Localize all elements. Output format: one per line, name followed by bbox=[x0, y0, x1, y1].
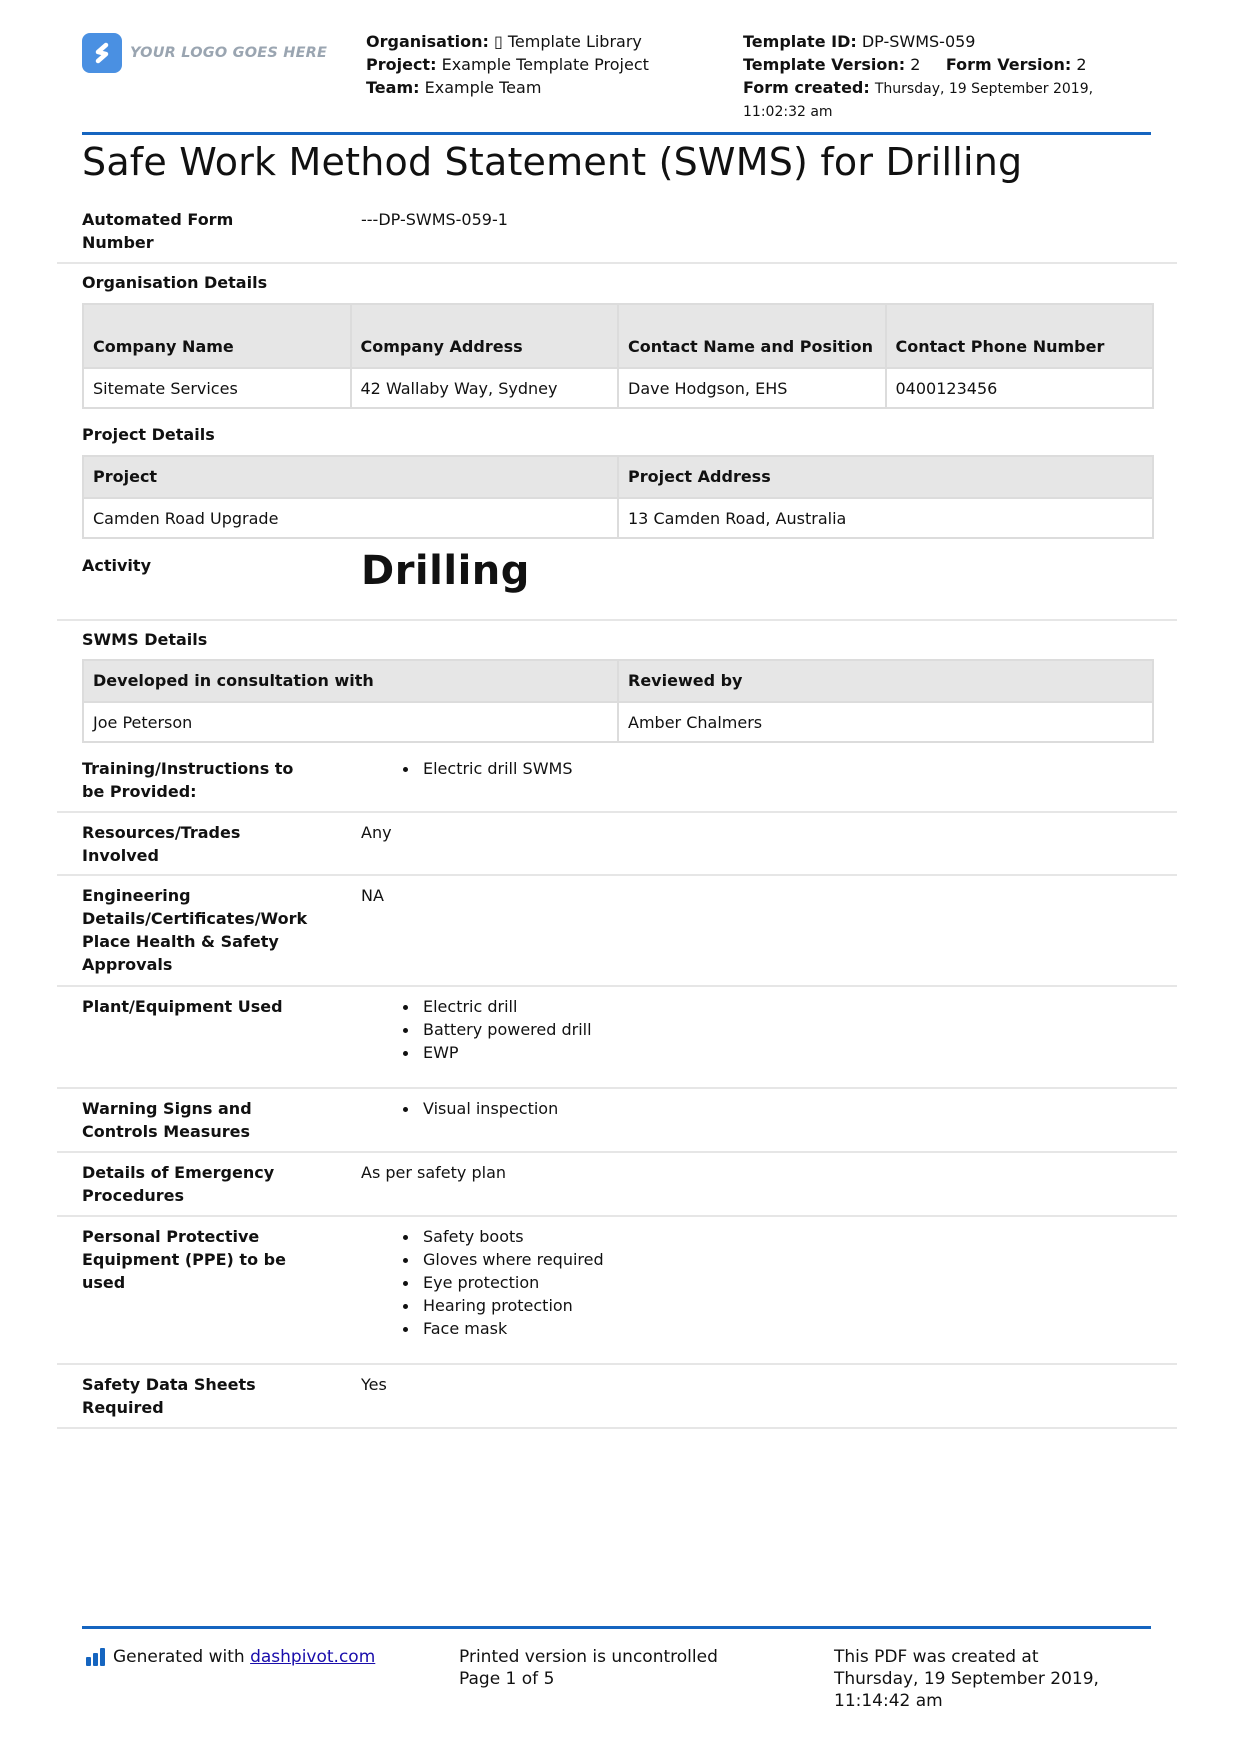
divider bbox=[57, 1363, 1177, 1365]
table-row bbox=[83, 702, 1153, 742]
project-cell: Camden Road Upgrade bbox=[83, 498, 618, 538]
divider bbox=[57, 985, 1177, 987]
warning-label bbox=[82, 1097, 332, 1143]
list-item: Safety boots bbox=[400, 1225, 604, 1248]
list-item: Visual inspection bbox=[400, 1097, 558, 1120]
ppe-label-line3: used bbox=[82, 1273, 126, 1292]
template-id-value: DP-SWMS-059 bbox=[861, 32, 976, 51]
divider bbox=[57, 1215, 1177, 1217]
resources-value: Any bbox=[361, 823, 392, 842]
form-number-label-line1: Automated Form bbox=[82, 210, 234, 229]
pdf-created-line3: 11:14:42 am bbox=[834, 1691, 943, 1711]
divider bbox=[57, 619, 1177, 621]
form-created-time: 11:02:32 am bbox=[743, 104, 833, 120]
column-header: Reviewed by bbox=[618, 660, 1153, 702]
form-number-value: ---DP-SWMS-059-1 bbox=[361, 210, 508, 229]
dashpivot-bars-icon bbox=[85, 1647, 107, 1667]
template-version-value: 2 bbox=[910, 55, 921, 74]
consultation-cell: Joe Peterson bbox=[83, 702, 618, 742]
divider bbox=[57, 874, 1177, 876]
footer-divider bbox=[82, 1626, 1151, 1629]
ppe-list bbox=[400, 1225, 604, 1340]
swms-details-table bbox=[82, 659, 1154, 743]
organisation-details-heading: Organisation Details bbox=[82, 273, 268, 292]
column-header: Contact Phone Number bbox=[886, 304, 1154, 368]
header-organisation-block bbox=[366, 30, 649, 99]
training-list bbox=[400, 757, 572, 780]
plant-list bbox=[400, 995, 592, 1064]
form-number-label-line2: Number bbox=[82, 233, 154, 252]
emergency-label bbox=[82, 1161, 332, 1207]
project-details-heading: Project Details bbox=[82, 425, 215, 444]
template-id-label: Template ID: bbox=[743, 32, 857, 51]
generated-prefix: Generated with bbox=[113, 1647, 245, 1667]
project-label: Project: bbox=[366, 55, 437, 74]
column-header: Contact Name and Position bbox=[618, 304, 886, 368]
dashpivot-link[interactable]: dashpivot.com bbox=[250, 1647, 376, 1667]
printed-note: Printed version is uncontrolled bbox=[459, 1647, 718, 1667]
divider bbox=[57, 262, 1177, 264]
warning-label-line1: Warning Signs and bbox=[82, 1099, 252, 1118]
page-number: Page 1 of 5 bbox=[459, 1669, 555, 1689]
sds-value: Yes bbox=[361, 1375, 387, 1394]
swms-details-heading: SWMS Details bbox=[82, 630, 208, 649]
divider bbox=[57, 1151, 1177, 1153]
list-item: Hearing protection bbox=[400, 1294, 604, 1317]
column-header: Developed in consultation with bbox=[83, 660, 618, 702]
pdf-created-line2: Thursday, 19 September 2019, bbox=[834, 1669, 1099, 1689]
activity-value: Drilling bbox=[361, 548, 530, 594]
engineering-label-line2: Details/Certificates/Work bbox=[82, 909, 308, 928]
project-value: Example Template Project bbox=[441, 55, 649, 74]
engineering-label-line4: Approvals bbox=[82, 955, 173, 974]
project-address-cell: 13 Camden Road, Australia bbox=[618, 498, 1153, 538]
page-title: Safe Work Method Statement (SWMS) for Drilling bbox=[82, 140, 1023, 184]
footer-generated bbox=[85, 1646, 375, 1668]
header-template-block bbox=[743, 30, 1163, 124]
engineering-label-line1: Engineering bbox=[82, 886, 191, 905]
emergency-value: As per safety plan bbox=[361, 1163, 507, 1182]
form-version-label: Form Version: bbox=[945, 55, 1072, 74]
ppe-label bbox=[82, 1225, 332, 1294]
footer-created-info bbox=[834, 1646, 1099, 1712]
emergency-label-line1: Details of Emergency bbox=[82, 1163, 275, 1182]
warning-list bbox=[400, 1097, 558, 1120]
form-created-date: Thursday, 19 September 2019, bbox=[874, 81, 1094, 97]
sds-label-line2: Required bbox=[82, 1398, 164, 1417]
list-item: Battery powered drill bbox=[400, 1018, 592, 1041]
ppe-label-line2: Equipment (PPE) to be bbox=[82, 1250, 286, 1269]
company-address-cell: 42 Wallaby Way, Sydney bbox=[351, 368, 619, 408]
activity-label: Activity bbox=[82, 556, 151, 575]
organisation-label: Organisation: bbox=[366, 32, 489, 51]
divider bbox=[57, 811, 1177, 813]
table-row bbox=[83, 498, 1153, 538]
form-created-label: Form created: bbox=[743, 78, 870, 97]
table-header-row bbox=[83, 456, 1153, 498]
warning-label-line2: Controls Measures bbox=[82, 1122, 250, 1141]
team-label: Team: bbox=[366, 78, 420, 97]
list-item: Face mask bbox=[400, 1317, 604, 1340]
team-value: Example Team bbox=[424, 78, 542, 97]
organisation-details-table bbox=[82, 303, 1154, 409]
form-number-label bbox=[82, 208, 332, 254]
column-header: Project bbox=[83, 456, 618, 498]
list-item: EWP bbox=[400, 1041, 592, 1064]
divider bbox=[57, 1087, 1177, 1089]
pdf-created-line1: This PDF was created at bbox=[834, 1647, 1039, 1667]
company-name-cell: Sitemate Services bbox=[83, 368, 351, 408]
engineering-label-line3: Place Health & Safety bbox=[82, 932, 279, 951]
company-logo bbox=[82, 33, 327, 73]
logo-text: YOUR LOGO GOES HERE bbox=[130, 45, 328, 61]
table-row bbox=[83, 368, 1153, 408]
column-header: Company Name bbox=[83, 304, 351, 368]
table-header-row bbox=[83, 304, 1153, 368]
engineering-label bbox=[82, 884, 332, 976]
organisation-value: ▯ Template Library bbox=[493, 32, 642, 51]
reviewed-by-cell: Amber Chalmers bbox=[618, 702, 1153, 742]
resources-label-line2: Involved bbox=[82, 846, 159, 865]
training-label-line2: be Provided: bbox=[82, 782, 197, 801]
logo-s-icon bbox=[82, 33, 122, 73]
contact-phone-cell: 0400123456 bbox=[886, 368, 1154, 408]
footer-print-info bbox=[459, 1646, 718, 1690]
sds-label-line1: Safety Data Sheets bbox=[82, 1375, 256, 1394]
training-label-line1: Training/Instructions to bbox=[82, 759, 294, 778]
list-item: Gloves where required bbox=[400, 1248, 604, 1271]
ppe-label-line1: Personal Protective bbox=[82, 1227, 260, 1246]
header-divider bbox=[82, 132, 1151, 135]
table-header-row bbox=[83, 660, 1153, 702]
template-version-label: Template Version: bbox=[743, 55, 906, 74]
engineering-value: NA bbox=[361, 886, 384, 905]
plant-label: Plant/Equipment Used bbox=[82, 997, 283, 1016]
contact-name-cell: Dave Hodgson, EHS bbox=[618, 368, 886, 408]
list-item: Eye protection bbox=[400, 1271, 604, 1294]
form-version-value: 2 bbox=[1076, 55, 1087, 74]
project-details-table bbox=[82, 455, 1154, 539]
training-label bbox=[82, 757, 332, 803]
emergency-label-line2: Procedures bbox=[82, 1186, 185, 1205]
resources-label bbox=[82, 821, 332, 867]
list-item: Electric drill SWMS bbox=[400, 757, 572, 780]
column-header: Company Address bbox=[351, 304, 619, 368]
resources-label-line1: Resources/Trades bbox=[82, 823, 241, 842]
list-item: Electric drill bbox=[400, 995, 592, 1018]
sds-label bbox=[82, 1373, 332, 1419]
column-header: Project Address bbox=[618, 456, 1153, 498]
divider bbox=[57, 1427, 1177, 1429]
